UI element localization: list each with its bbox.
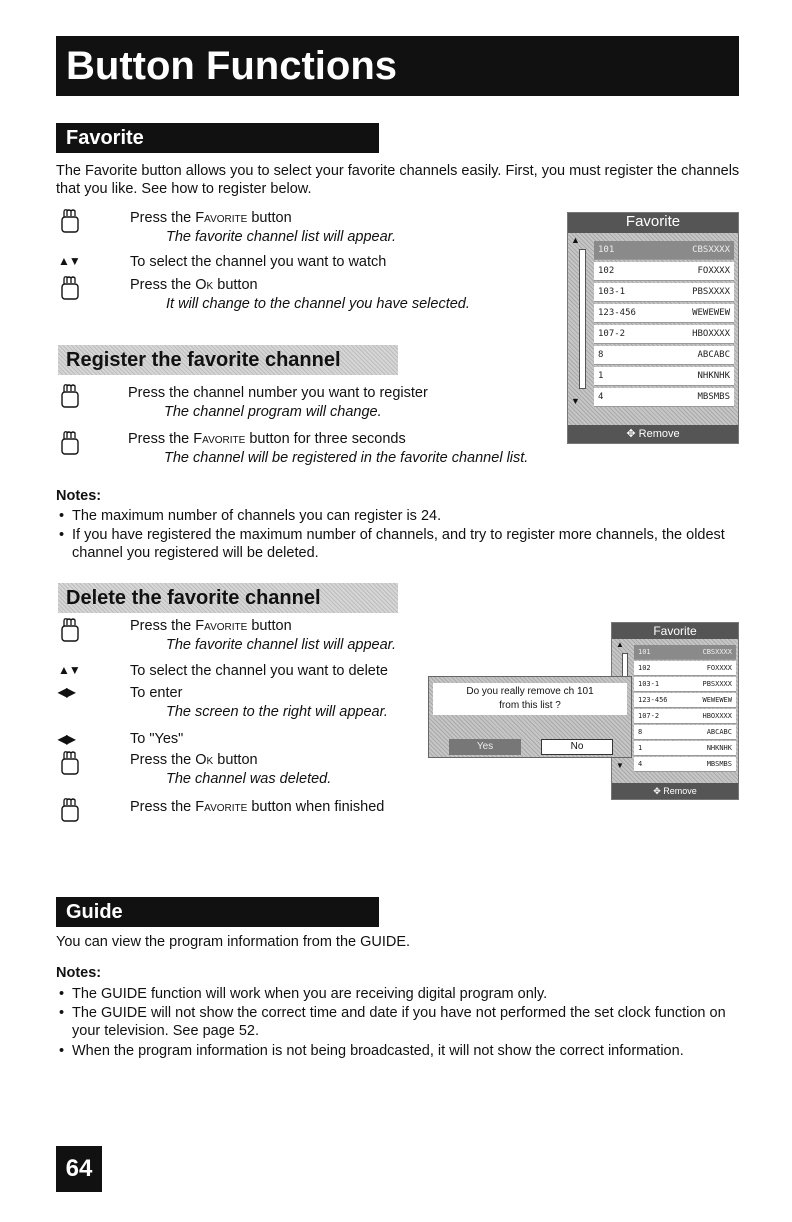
page-number: 64	[56, 1146, 102, 1192]
note-item: • When the program information is not being broadcasted, it will not show the correct information.	[72, 1042, 732, 1060]
list-item[interactable]: 4 MBSMBS	[594, 388, 734, 407]
list-item[interactable]: 103-1 PBSXXXX	[594, 283, 734, 302]
remote-icon	[58, 208, 82, 234]
left-right-arrow-icon: ◀▶	[58, 685, 75, 699]
note-item: • The GUIDE will not show the correct time and date if you have not performed the set clock function on your television. See page 52.	[72, 1004, 732, 1040]
step-press-ok: Press the Ok button	[130, 752, 258, 768]
step-note: The channel will be registered in the favorite channel list.	[164, 450, 529, 466]
list-item[interactable]: 8 ABCABC	[594, 346, 734, 365]
list-item[interactable]: 102 FOXXXX	[634, 661, 736, 676]
confirm-dialog	[428, 676, 632, 758]
step-note: The favorite channel list will appear.	[166, 229, 396, 245]
list-item[interactable]: 123-456 WEWEWEW	[634, 693, 736, 708]
remove-hint: ✥ Remove	[612, 783, 738, 799]
favorite-list-screen	[567, 212, 739, 444]
section-heading-delete: Delete the favorite channel	[58, 583, 398, 613]
list-item[interactable]: 107-2 HBOXXXX	[594, 325, 734, 344]
note-item: • The maximum number of channels you can register is 24.	[72, 507, 742, 525]
list-item[interactable]: 1 NHKNHK	[634, 741, 736, 756]
page-title: Button Functions	[56, 36, 739, 96]
move-arrows-icon: ✥	[626, 428, 639, 440]
scrollbar[interactable]	[579, 249, 586, 389]
list-item[interactable]: 8 ABCABC	[634, 725, 736, 740]
note-item: • If you have registered the maximum number of channels, and try to register more channels, the oldest channel you registered will be deleted.	[72, 526, 742, 562]
scroll-down-icon: ▼	[616, 761, 624, 770]
step-note: The channel program will change.	[164, 404, 382, 420]
up-down-arrow-icon: ▲▼	[58, 663, 80, 677]
confirm-message: Do you really remove ch 101 from this list ?	[433, 683, 627, 715]
section-heading-favorite: Favorite	[56, 123, 379, 153]
remote-icon	[58, 383, 82, 409]
osd-title: Favorite	[568, 213, 738, 233]
list-item[interactable]: 101 CBSXXXX	[634, 645, 736, 660]
note-item: • The GUIDE function will work when you are receiving digital program only.	[72, 985, 742, 1003]
section-heading-guide: Guide	[56, 897, 379, 927]
move-arrows-icon: ✥	[653, 786, 664, 796]
step-select-channel: To select the channel you want to watch	[130, 254, 387, 270]
step-select-delete: To select the channel you want to delete	[130, 663, 388, 679]
guide-intro: You can view the program information from the GUIDE.	[56, 934, 411, 950]
scroll-down-icon: ▼	[571, 396, 580, 406]
step-to-yes: To "Yes"	[130, 731, 184, 747]
remote-icon	[58, 617, 82, 643]
step-press-ok: Press the Ok button	[130, 277, 258, 293]
step-enter: To enter	[130, 685, 183, 701]
step-note: It will change to the channel you have selected.	[166, 296, 470, 312]
remove-hint: ✥ Remove	[568, 425, 738, 443]
list-item[interactable]: 103-1 PBSXXXX	[634, 677, 736, 692]
up-down-arrow-icon: ▲▼	[58, 254, 80, 268]
remote-icon	[58, 430, 82, 456]
list-item[interactable]: 4 MBSMBS	[634, 757, 736, 772]
scroll-up-icon: ▲	[571, 235, 580, 245]
step-note: The screen to the right will appear.	[166, 704, 388, 720]
notes-heading: Notes:	[56, 488, 102, 504]
step-press-favorite-finished: Press the Favorite button when finished	[130, 799, 385, 815]
favorite-intro: The Favorite button allows you to select your favorite channels easily. First, you must register the channels that you like. See how to register below.	[56, 163, 740, 197]
section-heading-register: Register the favorite channel	[58, 345, 398, 375]
remote-icon	[58, 750, 82, 776]
yes-button[interactable]: Yes	[449, 739, 521, 755]
step-press-favorite-hold: Press the Favorite button for three seconds	[128, 431, 406, 447]
list-item[interactable]: 1 NHKNHK	[594, 367, 734, 386]
remote-icon	[58, 797, 82, 823]
step-press-favorite: Press the Favorite button	[130, 618, 292, 634]
no-button[interactable]: No	[541, 739, 613, 755]
list-item[interactable]: 102 FOXXXX	[594, 262, 734, 281]
list-item[interactable]: 123-456 WEWEWEW	[594, 304, 734, 323]
notes-heading: Notes:	[56, 965, 102, 981]
list-item[interactable]: 101 CBSXXXX	[594, 241, 734, 260]
osd-title: Favorite	[612, 623, 738, 639]
left-right-arrow-icon: ◀▶	[58, 732, 75, 746]
step-note: The favorite channel list will appear.	[166, 637, 396, 653]
remote-icon	[58, 275, 82, 301]
scroll-up-icon: ▲	[616, 640, 624, 649]
step-note: The channel was deleted.	[166, 771, 332, 787]
step-press-channel-number: Press the channel number you want to register	[128, 385, 428, 401]
step-press-favorite: Press the Favorite button	[130, 210, 292, 226]
list-item[interactable]: 107-2 HBOXXXX	[634, 709, 736, 724]
